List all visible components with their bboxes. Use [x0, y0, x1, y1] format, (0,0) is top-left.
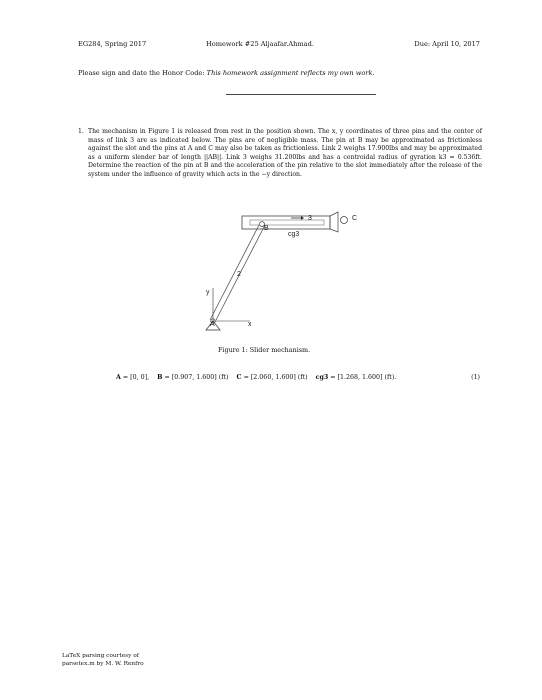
eq-cg-label: cg3	[315, 374, 329, 381]
link2-edge-a	[210, 225, 259, 320]
footer-line-2: parsetex.m by M. W. Renfro	[62, 661, 144, 667]
eq-a-value: = [0, 0],	[122, 374, 150, 381]
problem-1	[78, 128, 482, 180]
equation-number: (1)	[471, 374, 480, 381]
eq-cg-value: = [1.268, 1.600] (ft).	[330, 374, 397, 381]
footer-credit	[62, 652, 144, 668]
arrow-head	[301, 216, 304, 220]
assignment-header: Homework #25 Aljaafar.Ahmad.	[206, 40, 314, 48]
eq-a-label: A	[116, 374, 121, 381]
problem-text: The mechanism in Figure 1 is released from rest in the position shown. The x, y coordinates of three pins and the center of mass of link 3 are as indicated below. The pins are of negligible mass. The pin at B may be approximated as frictionless against the slot and the pins at A and C may also be taken as frictionless. Link 2 weighs 17.900lbs and may be approximated as a uniform slender bar of length ||AB||. Link 3 weighs 31.200lbs and has a centroidal radius of gyration k3 = 0.536ft. Determine the reaction of the pin at B and the acceleration of the pin relative to the slot immediately after the release of the system under the influence of gravity which acts in the −y direction.	[88, 128, 482, 178]
eq-c-value: = [2.060, 1.600] (ft)	[243, 374, 308, 381]
label-a: A	[210, 321, 215, 328]
slider-mechanism-figure	[190, 208, 360, 336]
honor-code-prefix: Please sign and date the Honor Code:	[78, 69, 205, 77]
due-date-header: Due: April 10, 2017	[414, 40, 480, 48]
mechanism-diagram	[190, 208, 360, 336]
honor-code	[78, 69, 375, 77]
course-header: EG284, Spring 2017	[78, 40, 147, 48]
problem-number: 1.	[78, 128, 84, 135]
label-link3: 3	[308, 215, 312, 222]
pin-c-support	[330, 212, 338, 232]
eq-b-label: B	[157, 374, 163, 381]
honor-code-statement: This homework assignment reflects my own work.	[206, 69, 375, 77]
eq-b-value: = [0.907, 1.600] (ft)	[164, 374, 229, 381]
signature-line	[226, 94, 376, 95]
label-x-axis: x	[248, 321, 252, 328]
coordinates-equation	[116, 374, 396, 381]
eq-c-label: C	[236, 374, 242, 381]
label-link2: 2	[237, 271, 241, 278]
link3-body	[242, 216, 330, 229]
label-cg3: cg3	[288, 231, 300, 238]
pin-c	[341, 217, 348, 224]
label-c: C	[352, 215, 358, 222]
label-y-axis: y	[206, 289, 210, 296]
figure-caption: Figure 1: Slider mechanism.	[218, 346, 311, 354]
label-b: B	[264, 225, 269, 232]
footer-line-1: LaTeX parsing courtesy of	[62, 653, 139, 659]
